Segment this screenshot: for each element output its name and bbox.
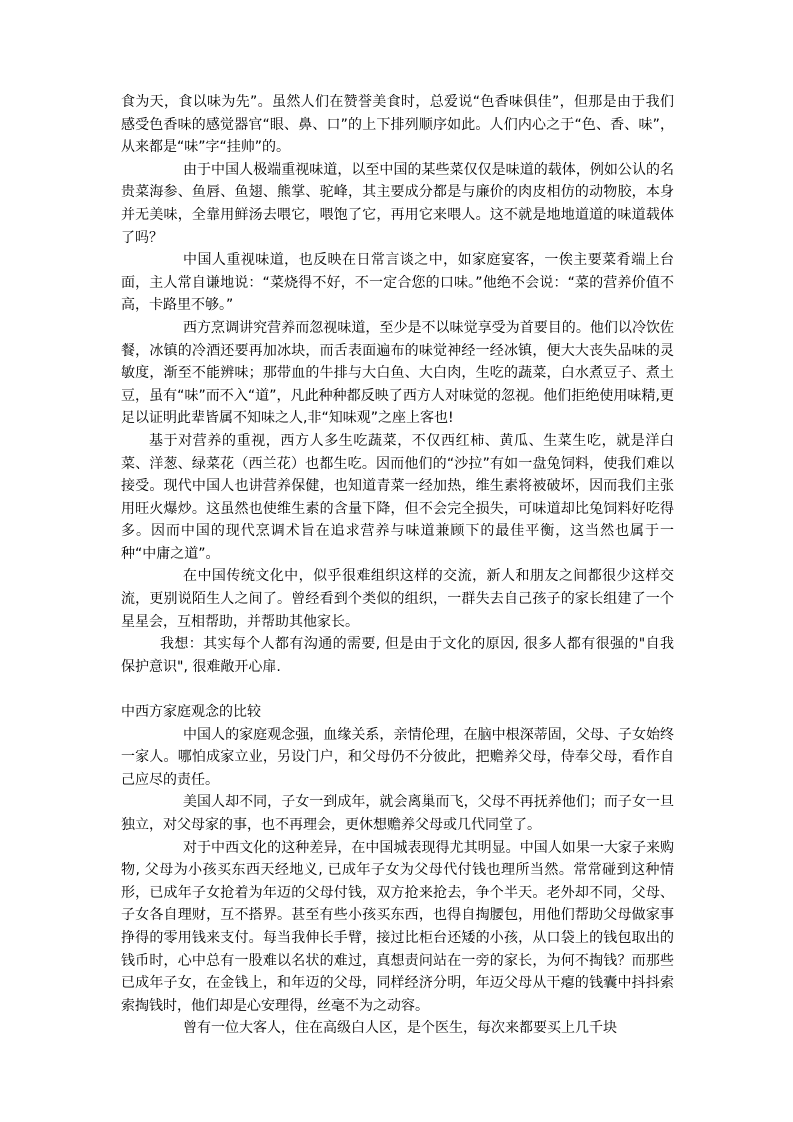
paragraph-taste-first: 食为天，食以味为先”。虽然人们在赞誉美食时，总爱说“色香味俱佳”，但那是由于我们感受色香味的感觉器官“眼、鼻、口”的上下排列顺序如此。人们内心之于“色、香、味”，从来都是“味”字“挂帅”的。: [121, 94, 674, 156]
blank-line: [121, 678, 674, 701]
paragraph-raw-vegetables: 基于对营养的重视，西方人多生吃蔬菜，不仅西红柿、黄瓜、生菜生吃，就是洋白菜、洋葱、绿菜花（西兰花）也都生吃。因而他们的“沙拉”有如一盘兔饲料，使我们难以接受。现代中国人也讲营养保健，也知道青菜一经加热，维生素将被破坏，因而我们主张用旺火爆炒。这虽然也使维生素的含量下降，但不会完全损失，可味道却比兔饲料好吃得多。因而中国的现代烹调术旨在追求营养与味道兼顾下的最佳平衡，这当然也属于一种“中庸之道”。: [121, 432, 674, 562]
section-heading: 中西方家庭观念的比较: [121, 704, 261, 721]
paragraph-traditional-culture: 在中国传统文化中，似乎很难组织这样的交流，新人和朋友之间都很少这样交流，更别说陌生人之间了。曾经看到个类似的组织，一群失去自己孩子的家长组建了一个星星会，互相帮助，并帮助其他家长。: [121, 568, 674, 630]
paragraph-my-thoughts: 我想：其实每个人都有沟通的需要, 但是由于文化的原因, 很多人都有很强的"自我保护意识", 很难敞开心扉.: [121, 636, 674, 675]
document-page: [121, 91, 674, 1040]
paragraph-taste-carrier: 由于中国人极端重视味道，以至中国的某些菜仅仅是味道的载体，例如公认的名贵菜海参、鱼唇、鱼翅、熊掌、驼峰，其主要成分都是与廉价的肉皮相仿的动物胶，本身并无美味，全靠用鲜汤去喂它，喂饱了它，再用它来喂人。这不就是地地道道的味道载体了吗？: [121, 161, 674, 246]
paragraph-daily-talk: 中国人重视味道，也反映在日常言谈之中，如家庭宴客，一俟主要菜肴端上台面，主人常自谦地说：“菜烧得不好，不一定合您的口味。”他绝不会说：“菜的营养价值不高，卡路里不够。”: [121, 252, 674, 314]
paragraph-customer-doctor: 曾有一位大客人，住在高级白人区，是个医生，每次来都要买上几千块: [183, 1020, 617, 1037]
paragraph-western-cooking: 西方烹调讲究营养而忽视味道，至少是不以味觉享受为首要目的。他们以冷饮佐餐，冰镇的冷酒还要再加冰块，而舌表面遍布的味觉神经一经冰镇，便大大丧失品味的灵敏度，渐至不能辨味；那带血的牛排与大白鱼、大白肉，生吃的蔬菜，白水煮豆子、煮土豆，虽有“味”而不入“道”，凡此种种都反映了西方人对味觉的忽视。他们拒绝使用味精,更足以证明此辈皆属不知味之人,非“知味观”之座上客也!: [121, 319, 674, 427]
paragraph-chinatown-difference: 对于中西文化的这种差异，在中国城表现得尤其明显。中国人如果一大家子来购物, 父母为小孩买东西天经地义, 已成年子女为父母代付钱也理所当然。常常碰到这种情形，已成年子女抢着为年迈的父母付钱，双方抢来抢去，争个半天。老外却不同，父母、子女各自理财，互不搭界。甚至有些小孩买东西，也得自掏腰包，用他们帮助父母做家事挣得的零用钱来支付。每当我伸长手臂，接过比柜台还矮的小孩，从口袋上的钱包取出的钱币时，心中总有一股难以名状的难过，真想责问站在一旁的家长，为何不掏钱？而那些已成年子女，在金钱上，和年迈的父母，同样经济分明，年迈父母从干瘪的钱囊中抖抖索索掏钱时，他们却是心安理得，丝毫不为之动容。: [121, 839, 674, 1014]
paragraph-american-family: 美国人却不同，子女一到成年，就会离巢而飞，父母不再抚养他们；而子女一旦独立，对父母家的事，也不再理会，更休想赡养父母或几代同堂了。: [121, 794, 674, 833]
paragraph-chinese-family: 中国人的家庭观念强，血缘关系，亲情伦理，在脑中根深蒂固，父母、子女始终一家人。哪怕成家立业，另设门户，和父母仍不分彼此，把赡养父母，侍奉父母，看作自己应尽的责任。: [121, 726, 674, 788]
